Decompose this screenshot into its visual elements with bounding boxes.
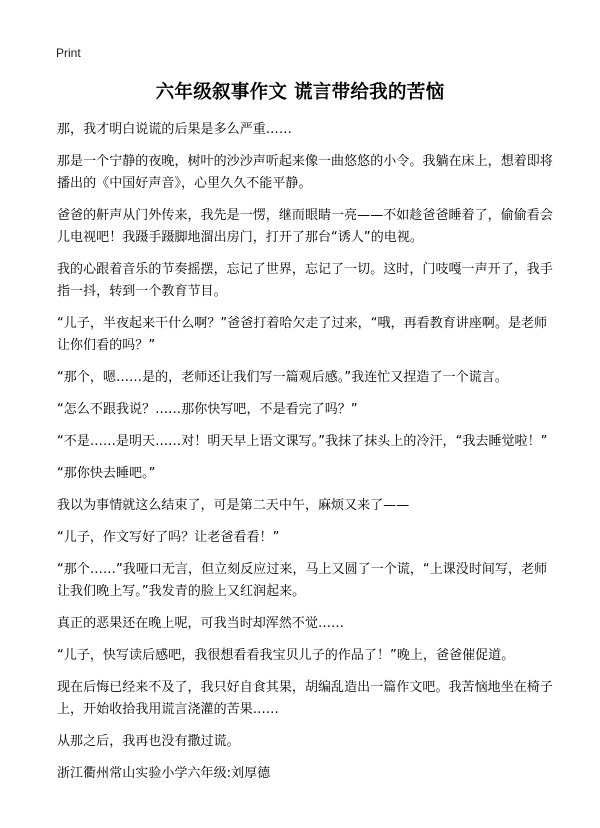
- paragraph: “怎么不跟我说？……那你快写吧，不是看完了吗？”: [57, 402, 358, 417]
- paragraph: 那，我才明白说谎的后果是多么严重……: [57, 122, 292, 137]
- paragraph: 爸爸的鼾声从门外传来，我先是一愣，继而眼睛一亮——不如趁爸爸睡着了，偷偷看会儿电视吧！我蹑手蹑脚地溜出房门，打开了那台“诱人”的电视。: [57, 208, 553, 245]
- author-line: 浙江衢州常山实验小学六年级:刘厚德: [57, 766, 271, 781]
- paragraph: “不是……是明天……对！明天早上语文课写。”我抹了抹头上的冷汗，“我去睡觉啦！”: [57, 434, 548, 449]
- paragraph: 现在后悔已经来不及了，我只好自食其果，胡编乱造出一篇作文吧。我苦恼地坐在椅子上，开始收拾我用谎言浇灌的苦果……: [57, 680, 553, 717]
- paragraph: “那你快去睡吧。”: [57, 466, 156, 481]
- paragraph: “那个……”我哑口无言，但立刻反应过来，马上又圆了一个谎，“上课没时间写，老师让我们晚上写。”我发青的脸上又红润起来。: [57, 562, 548, 599]
- paragraph: “那个，嗯……是的，老师还让我们写一篇观后感。”我连忙又捏造了一个谎言。: [57, 370, 508, 385]
- paragraph: “儿子，作文写好了吗？让老爸看看！”: [57, 530, 280, 545]
- print-link[interactable]: Print: [56, 46, 81, 60]
- paragraph: “儿子，快写读后感吧，我很想看看我宝贝儿子的作品了！”晚上，爸爸催促道。: [57, 648, 515, 663]
- paragraph: 那是一个宁静的夜晚，树叶的沙沙声听起来像一曲悠悠的小令。我躺在床上，想着即将播出的《中国好声音》，心里久久不能平静。: [57, 154, 553, 191]
- paragraph: 我的心跟着音乐的节奏摇摆，忘记了世界，忘记了一切。这时，门吱嘎一声开了，我手指一抖，转到一个教育节目。: [57, 262, 553, 299]
- paragraph: 我以为事情就这么结束了，可是第二天中午，麻烦又来了——: [57, 498, 410, 513]
- article-title: 六年级叙事作文 谎言带给我的苦恼: [155, 82, 445, 103]
- paragraph: 真正的恶果还在晚上呢，可我当时却浑然不觉……: [57, 616, 345, 631]
- paragraph: 从那之后，我再也没有撒过谎。: [57, 734, 240, 749]
- paragraph: “儿子，半夜起来干什么啊？”爸爸打着哈欠走了过来，“哦，再看教育讲座啊。是老师让你们看的吗？”: [57, 316, 548, 353]
- article-body: [57, 119, 557, 795]
